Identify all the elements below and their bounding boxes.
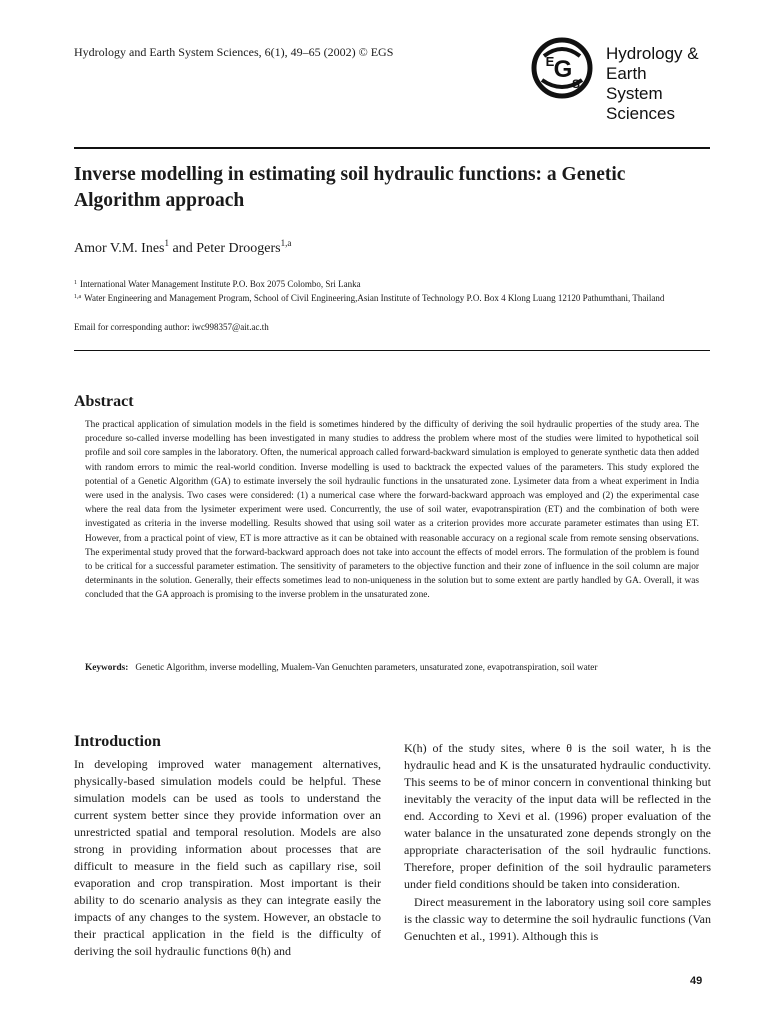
abstract-heading: Abstract: [74, 393, 134, 410]
top-rule: [74, 147, 710, 149]
page-number: 49: [690, 975, 703, 987]
affiliation-1: [74, 279, 361, 289]
affiliation-text: Water Engineering and Management Program, School of Civil Engineering,Asian Institute of Technology P.O. Box 4 Klong Luang 12120 Pathumthani, Thailand: [84, 293, 665, 303]
affiliation-superscript: 1: [74, 280, 77, 286]
corresponding-email: Email for corresponding author: iwc998357@ait.ac.th: [74, 322, 269, 332]
journal-logo-line-1: Hydrology & Earth: [606, 44, 699, 83]
egs-globe-icon: [530, 36, 594, 100]
svg-text:E: E: [545, 54, 555, 69]
svg-text:S: S: [571, 77, 581, 91]
journal-logo-text: [606, 44, 720, 124]
affiliation-superscript: 1,a: [74, 294, 82, 300]
intro-paragraph: In developing improved water management alternatives, physically-based simulation models could be helpful. These simulation models can be used as tools to understand the current system better since they provide information over an unrestricted spatial and temporal resolution. Models are also strong in providing information about processes that are difficult to measure in the field such as capillary rise, soil evaporation and crop transpiration. Most important is their ability to do scenario analysis as they can integrate easily the impacts of any changes to the system. However, an obstacle to their practical application in the field is the difficulty of deriving the soil hydraulic functions θ(h) and: [74, 757, 381, 958]
author-name: Peter Droogers: [196, 241, 281, 256]
abstract-body: The practical application of simulation models in the field is sometimes hindered by the difficulty of deriving the soil hydraulic properties of the study area. The procedure so-called inverse modelling has been investigated in many studies to address the problem where most of the studies were limited to hypothetical soil profile and soil core samples in the laboratory. Often, the numerical approach called forward-backward simulation is employed to generate synthetic data then added with random errors to mimic the real-world condition. Inverse modelling is used to backtrack the expected values of the parameters. This study explored the potential of a Genetic Algorithm (GA) to estimate inversely the soil hydraulic functions in the unsaturated zone. Lysimeter data from a wheat experiment in India were used in the analysis. Two cases were considered: (1) a numerical case where the forward-backward approach was employed and (2) the experimental case where the real data from the lysimeter experiment were used. Concurrently, the use of soil water, evapotranspiration (ET) and the combination of both were investigated as criteria in the inverse modelling. Results showed that using soil water as a criterion provides more accurate parameter estimates than using ET. However, from a practical point of view, ET is more attractive as it can be obtained with reasonable accuracy on a regional scale from remote sensing observations. The experimental study proved that the forward-backward approach does not take into account the effects of model errors. The formulation of the problem is found to be critical for a successful parameter estimation. The sensitivity of parameters to the objective function and their zone of influence in the soil column are major determinants in the solution. Generally, their effects sometimes lead to non-uniqueness in the solution but to some extent are partly handled by GA. Overall, it was concluded that the GA approach is promising to the inverse problem in the unsaturated zone.: [85, 420, 699, 601]
journal-logo: [530, 36, 720, 123]
article-title: Inverse modelling in estimating soil hydraulic functions: a Genetic Algorithm approach: [74, 164, 626, 211]
intro-paragraph: K(h) of the study sites, where θ is the soil water, h is the hydraulic head and K is the unsaturated hydraulic conductivity. This seems to be of minor concern in conventional thinking but inevitably the veracity of the input data will be reflected in the end. According to Xevi et al. (1996) proper evaluation of the water balance in the unsaturated zone depends strongly on the appropriate characterisation of the soil hydraulic functions. Therefore, proper definition of the soil hydraulic parameters under field conditions should be taken into consideration.: [404, 741, 711, 891]
affiliation-text: International Water Management Institute P.O. Box 2075 Colombo, Sri Lanka: [80, 279, 361, 289]
keywords: Keywords: Genetic Algorithm, inverse modelling, Mualem-Van Genuchten parameters, unsaturated zone, evapotranspiration, soil water: [85, 663, 598, 673]
intro-column-left: [74, 756, 381, 960]
affiliation-2: [74, 293, 664, 303]
journal-logo-line-2: System Sciences: [606, 84, 675, 123]
author-name: Amor V.M. Ines: [74, 241, 165, 256]
intro-paragraph: Direct measurement in the laboratory using soil core samples is the classic way to determine the soil hydraulic functions (Van Genuchten et al., 1991). Although this is: [404, 895, 711, 943]
section-rule: [74, 350, 710, 351]
author-line: [74, 238, 291, 257]
author-superscript: 1,a: [280, 238, 292, 248]
svg-text:G: G: [553, 56, 573, 83]
intro-column-right: [404, 740, 711, 945]
author-joiner: and: [169, 241, 197, 256]
author-superscript: 1: [164, 238, 169, 248]
keywords-text: Genetic Algorithm, inverse modelling, Mualem-Van Genuchten parameters, unsaturated zone, evapotranspiration, soil water: [135, 663, 598, 673]
keywords-label: Keywords: [85, 663, 126, 673]
introduction-heading: Introduction: [74, 733, 161, 750]
journal-citation: Hydrology and Earth System Sciences, 6(1), 49–65 (2002) © EGS: [74, 45, 394, 59]
